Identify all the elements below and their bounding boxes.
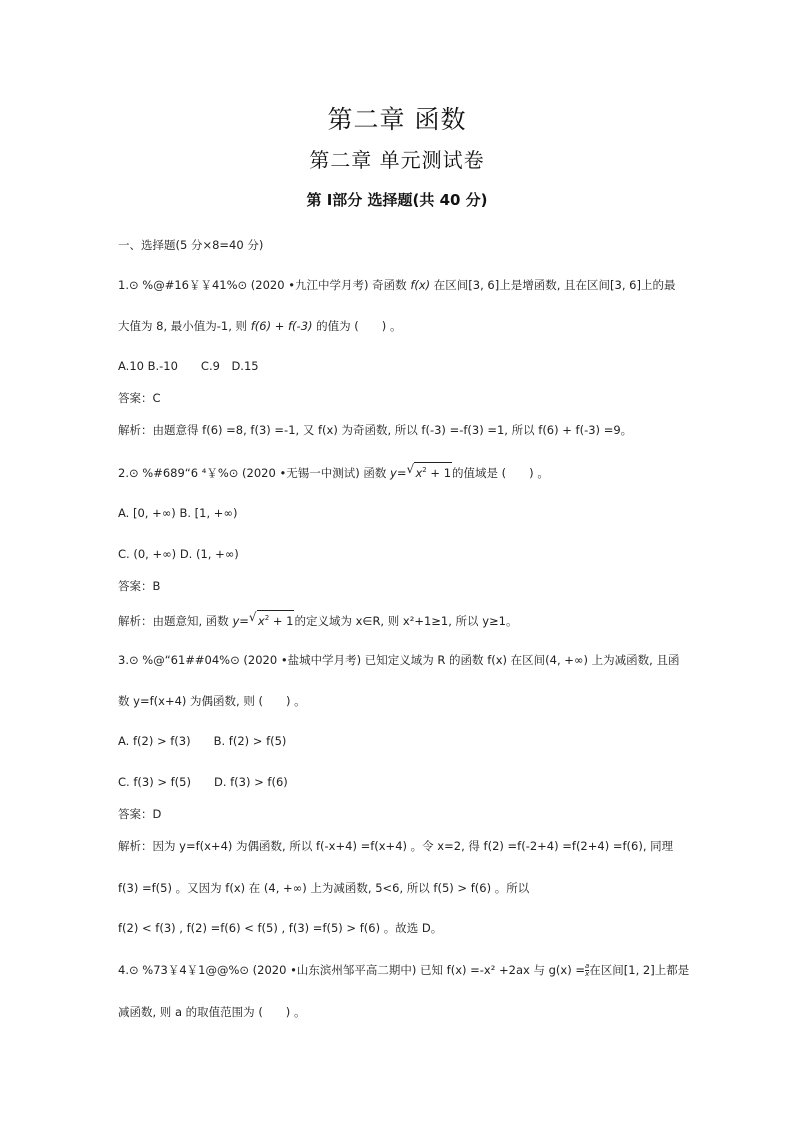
- q2-radicand-rest: + 1: [426, 465, 452, 480]
- question-1-analysis: 解析：由题意得 f(6) =8, f(3) =-1, 又 f(x) 为奇函数, 所以 f(-3) =-f(3) =1, 所以 f(6) + f(-3) =9。: [118, 423, 633, 437]
- question-2-options-cd: C. (0, +∞) D. (1, +∞): [118, 547, 239, 561]
- question-1-line-1: [118, 277, 675, 293]
- question-1-answer: 答案：C: [118, 391, 161, 405]
- q2-analysis-suffix: 的定义域为 x∈R, 则 x²+1≥1, 所以 y≥1。: [294, 613, 518, 628]
- question-3-analysis-line-2: f(3) =f(5) 。又因为 f(x) 在 (4, +∞) 上为减函数, 5<6, 所以 f(5) > f(6) 。所以: [118, 881, 530, 895]
- q2-analysis-exponent: 2: [264, 614, 270, 622]
- q2-analysis-radicand: x: [257, 613, 265, 628]
- q4-suffix: 在区间[1, 2]上都是: [589, 963, 690, 977]
- q2-analysis-yeq: y=: [232, 613, 249, 628]
- question-3-analysis-line-1: 解析：因为 y=f(x+4) 为偶函数, 所以 f(-x+4) =f(x+4) 。令 x=2, 得 f(2) =f(-2+4) =f(2+4) =f(6), 同理: [118, 839, 674, 853]
- section-heading: 一、选择题(5 分×8=40 分): [118, 238, 264, 252]
- question-3-answer: 答案：D: [118, 807, 162, 821]
- q1-prefix: 1.⊙ %@#16￥￥41%⊙ (2020 •九江中学月考) 奇函数: [118, 278, 407, 292]
- q2-suffix: 的值域是 ( ) 。: [452, 465, 549, 480]
- q4-prefix: 4.⊙ %73￥4￥1@@%⊙ (2020 •山东滨州邹平高二期中) 已知 f(x) =-x² +2ax 与 g(x) =: [118, 963, 585, 977]
- question-3-options-ab: A. f(2) > f(3) B. f(2) > f(5): [118, 734, 287, 748]
- question-1-options: A.10 B.-10 C.9 D.15: [118, 359, 259, 373]
- part-title: 第 Ⅰ部分 选择题(共 40 分): [306, 191, 488, 209]
- chapter-title: 第二章 函数: [327, 105, 467, 134]
- q2-yeq: y=: [390, 465, 407, 480]
- question-1-line-2: [118, 318, 401, 334]
- sqrt-expression: [406, 462, 452, 481]
- q1-text-b: 大值为 8, 最小值为-1, 则: [118, 319, 248, 333]
- q4-frac-den: x: [585, 970, 590, 978]
- question-4-line-1: [118, 962, 689, 978]
- question-2-answer: 答案：B: [118, 579, 161, 593]
- q4-frac-num: a: [585, 962, 590, 970]
- sqrt-expression: [249, 610, 295, 629]
- question-4-line-2: 减函数, 则 a 的取值范围为 ( ) 。: [118, 1005, 306, 1019]
- question-3-analysis-line-3: f(2) < f(3) , f(2) =f(6) < f(5) , f(3) =f(5) > f(6) 。故选 D。: [118, 921, 443, 935]
- question-2-options-ab: A. [0, +∞) B. [1, +∞): [118, 506, 238, 520]
- question-3-options-cd: C. f(3) > f(5) D. f(3) > f(6): [118, 775, 288, 789]
- q1-text-c: 的值为 ( ) 。: [316, 319, 402, 333]
- q1-expr: f(6) + f(-3): [250, 319, 313, 333]
- question-3-line-2: 数 y=f(x+4) 为偶函数, 则 ( ) 。: [118, 694, 306, 708]
- test-title: 第二章 单元测试卷: [309, 148, 485, 172]
- q2-prefix: 2.⊙ %#689“6 ⁴￥%⊙ (2020 •无锡一中测试) 函数: [118, 465, 391, 480]
- q2-analysis-prefix: 解析：由题意知, 函数: [118, 613, 233, 628]
- question-3-line-1: 3.⊙ %@“61##04%⊙ (2020 •盐城中学月考) 已知定义域为 R 的函数 f(x) 在区间(4, +∞) 上为减函数, 且函: [118, 653, 680, 667]
- question-2-line-1: [118, 462, 549, 481]
- q2-radicand: x: [415, 465, 423, 480]
- q1-fx: f(x): [410, 278, 431, 292]
- q2-analysis-radicand-rest: + 1: [269, 613, 294, 628]
- q1-text-a: 在区间[3, 6]上是增函数, 且在区间[3, 6]上的最: [433, 278, 676, 292]
- question-2-analysis: [118, 610, 517, 629]
- q2-exponent: 2: [422, 466, 427, 474]
